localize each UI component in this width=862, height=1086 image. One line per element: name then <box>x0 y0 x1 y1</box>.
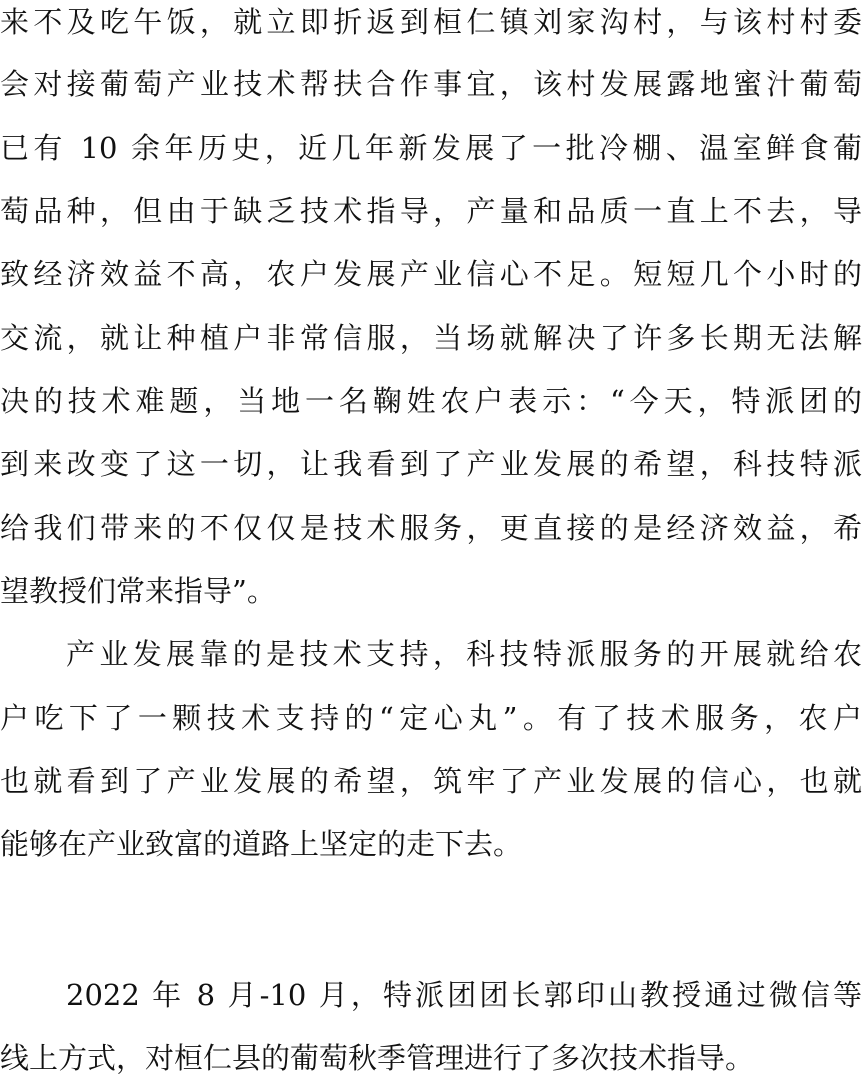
paragraph-1-line-7: 决的技术难题，当地一名鞠姓农户表示：“今天，特派团的 <box>0 384 862 418</box>
paragraph-2-line-1: 产业发展靠的是技术支持，科技特派服务的开展就给农 <box>66 637 862 671</box>
paragraph-1-line-4: 萄品种，但由于缺乏技术指导，产量和品质一直上不去，导 <box>0 194 862 228</box>
paragraph-1-line-9: 给我们带来的不仅仅是技术服务，更直接的是经济效益，希 <box>0 511 862 545</box>
paragraph-1-line-3: 已有 10 余年历史，近几年新发展了一批冷棚、温室鲜食葡 <box>0 131 862 165</box>
paragraph-1-line-10: 望教授们常来指导”。 <box>0 574 276 608</box>
paragraph-2-line-4: 能够在产业致富的道路上坚定的走下去。 <box>0 827 523 861</box>
paragraph-3-line-1: 2022 年 8 月-10 月，特派团团长郭印山教授通过微信等 <box>66 978 862 1012</box>
paragraph-1-line-2: 会对接葡萄产业技术帮扶合作事宜，该村发展露地蜜汁葡萄 <box>0 67 862 101</box>
paragraph-2-line-3: 也就看到了产业发展的希望，筑牢了产业发展的信心，也就 <box>0 764 862 798</box>
paragraph-2-line-2: 户吃下了一颗技术支持的“定心丸”。有了技术服务，农户 <box>0 701 862 735</box>
paragraph-1-line-8: 到来改变了这一切，让我看到了产业发展的希望，科技特派 <box>0 447 862 481</box>
paragraph-1-line-1: 来不及吃午饭，就立即折返到桓仁镇刘家沟村，与该村村委 <box>0 5 862 39</box>
paragraph-1-line-6: 交流，就让种植户非常信服，当场就解决了许多长期无法解 <box>0 321 862 355</box>
paragraph-1-line-5: 致经济效益不高，农户发展产业信心不足。短短几个小时的 <box>0 257 862 291</box>
paragraph-3-line-2: 线上方式，对桓仁县的葡萄秋季管理进行了多次技术指导。 <box>0 1041 755 1075</box>
